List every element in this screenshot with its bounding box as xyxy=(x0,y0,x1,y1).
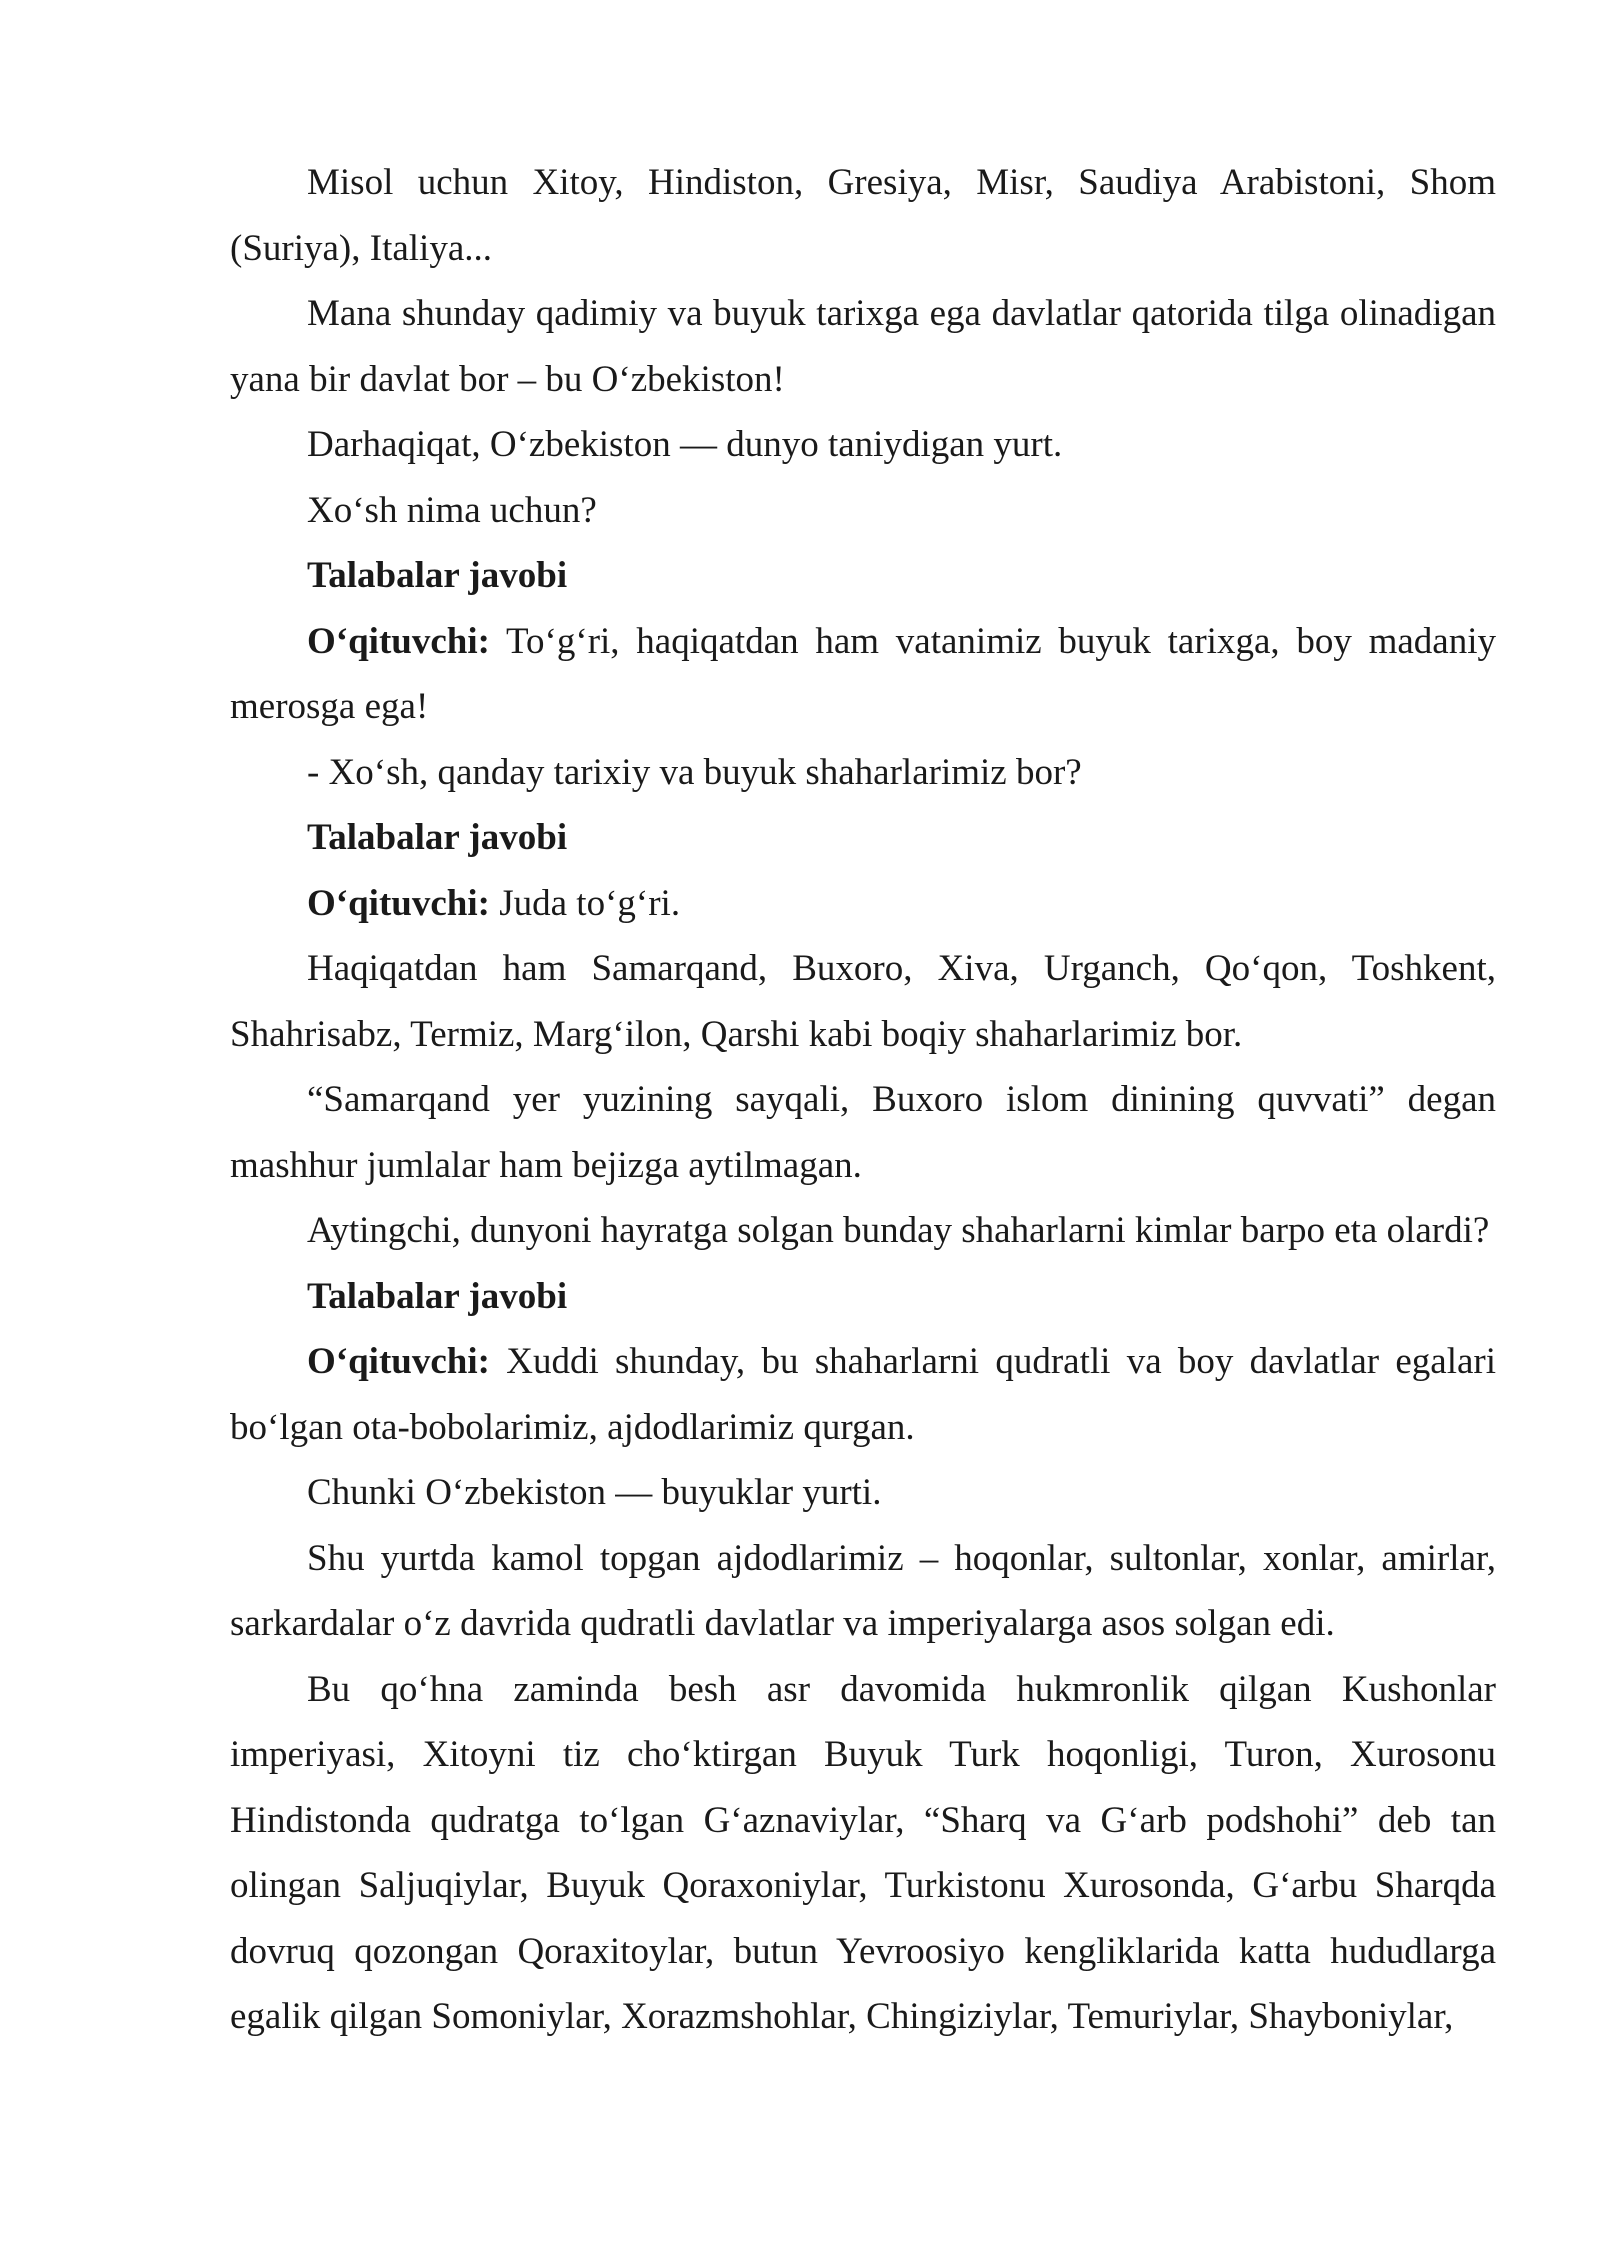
paragraph xyxy=(230,150,1496,281)
paragraph-text: Juda to‘g‘ri. xyxy=(489,882,681,924)
paragraph xyxy=(230,805,1496,871)
paragraph-text: Xuddi shunday, bu shaharlarni qudratli va boy davlatlar egalari bo‘lgan ota-bobolarimiz, ajdodlarimiz qurgan. xyxy=(230,1341,1496,1448)
paragraph xyxy=(230,1526,1496,1657)
paragraph-text: “Samarqand yer yuzining sayqali, Buxoro islom dinining quvvati” degan mashhur jumlalar ham bejizga aytilmagan. xyxy=(230,1079,1496,1186)
paragraph xyxy=(230,740,1496,806)
document-body xyxy=(230,150,1496,2050)
paragraph xyxy=(230,1657,1496,2050)
paragraph-text: Haqiqatdan ham Samarqand, Buxoro, Xiva, Urganch, Qo‘qon, Toshkent, Shahrisabz, Termiz, Marg‘ilon, Qarshi kabi boqiy shaharlarimiz bor. xyxy=(230,948,1496,1055)
paragraph-text: To‘g‘ri, haqiqatdan ham vatanimiz buyuk tarixga, boy madaniy merosga ega! xyxy=(230,620,1496,727)
paragraph-text: Chunki O‘zbekiston — buyuklar yurti. xyxy=(307,1472,882,1513)
paragraph-text: - Xo‘sh, qanday tarixiy va buyuk shaharlarimiz bor? xyxy=(307,751,1082,793)
paragraph xyxy=(230,412,1496,478)
paragraph-text: Bu qo‘hna zaminda besh asr davomida hukmronlik qilgan Kushonlar imperiyasi, Xitoyni tiz cho‘ktirgan Buyuk Turk hoqonligi, Turon, Xurosonu Hindistonda qudratga to‘lgan G‘aznaviylar, “Sharq va G‘arb podshohi” deb tan olingan Saljuqiylar, Buyuk Qoraxoniylar, Turkistonu Xurosonda, G‘arbu Sharqda dovruq qozongan Qoraxitoylar, butun Yevroosiyo kengliklarida katta hududlarga egalik qilgan Somoniylar, Xorazmshohlar, Chingiziylar, Temuriylar, Shayboniylar, xyxy=(230,1668,1496,2037)
bold-lead: O‘qituvchi: xyxy=(307,620,490,662)
paragraph-text: Shu yurtda kamol topgan ajdodlarimiz – hoqonlar, sultonlar, xonlar, amirlar, sarkardalar o‘z davrida qudratli davlatlar va imperiyalarga asos solgan edi. xyxy=(230,1537,1496,1644)
paragraph xyxy=(230,609,1496,740)
paragraph xyxy=(230,1198,1496,1264)
bold-lead: Talabalar javobi xyxy=(307,555,568,596)
paragraph-text: Aytingchi, dunyoni hayratga solgan bunday shaharlarni kimlar barpo eta olardi? xyxy=(307,1210,1490,1251)
paragraph xyxy=(230,281,1496,412)
paragraph xyxy=(230,936,1496,1067)
paragraph-text: Xo‘sh nima uchun? xyxy=(307,489,597,531)
bold-lead: Talabalar javobi xyxy=(307,1275,568,1317)
paragraph xyxy=(230,871,1496,937)
paragraph-text: Darhaqiqat, O‘zbekiston — dunyo taniydigan yurt. xyxy=(307,424,1063,465)
paragraph xyxy=(230,1264,1496,1330)
paragraph-text: Mana shunday qadimiy va buyuk tarixga ega davlatlar qatorida tilga olinadigan yana bir davlat bor – bu O‘zbekiston! xyxy=(230,293,1496,400)
paragraph xyxy=(230,1067,1496,1198)
paragraph xyxy=(230,478,1496,544)
paragraph xyxy=(230,1460,1496,1526)
bold-lead: O‘qituvchi: xyxy=(307,1341,490,1382)
bold-lead: Talabalar javobi xyxy=(307,817,568,858)
bold-lead: O‘qituvchi: xyxy=(307,882,490,924)
paragraph xyxy=(230,1329,1496,1460)
paragraph xyxy=(230,543,1496,609)
paragraph-text: Misol uchun Xitoy, Hindiston, Gresiya, Misr, Saudiya Arabistoni, Shom (Suriya), Italiya... xyxy=(230,162,1496,269)
